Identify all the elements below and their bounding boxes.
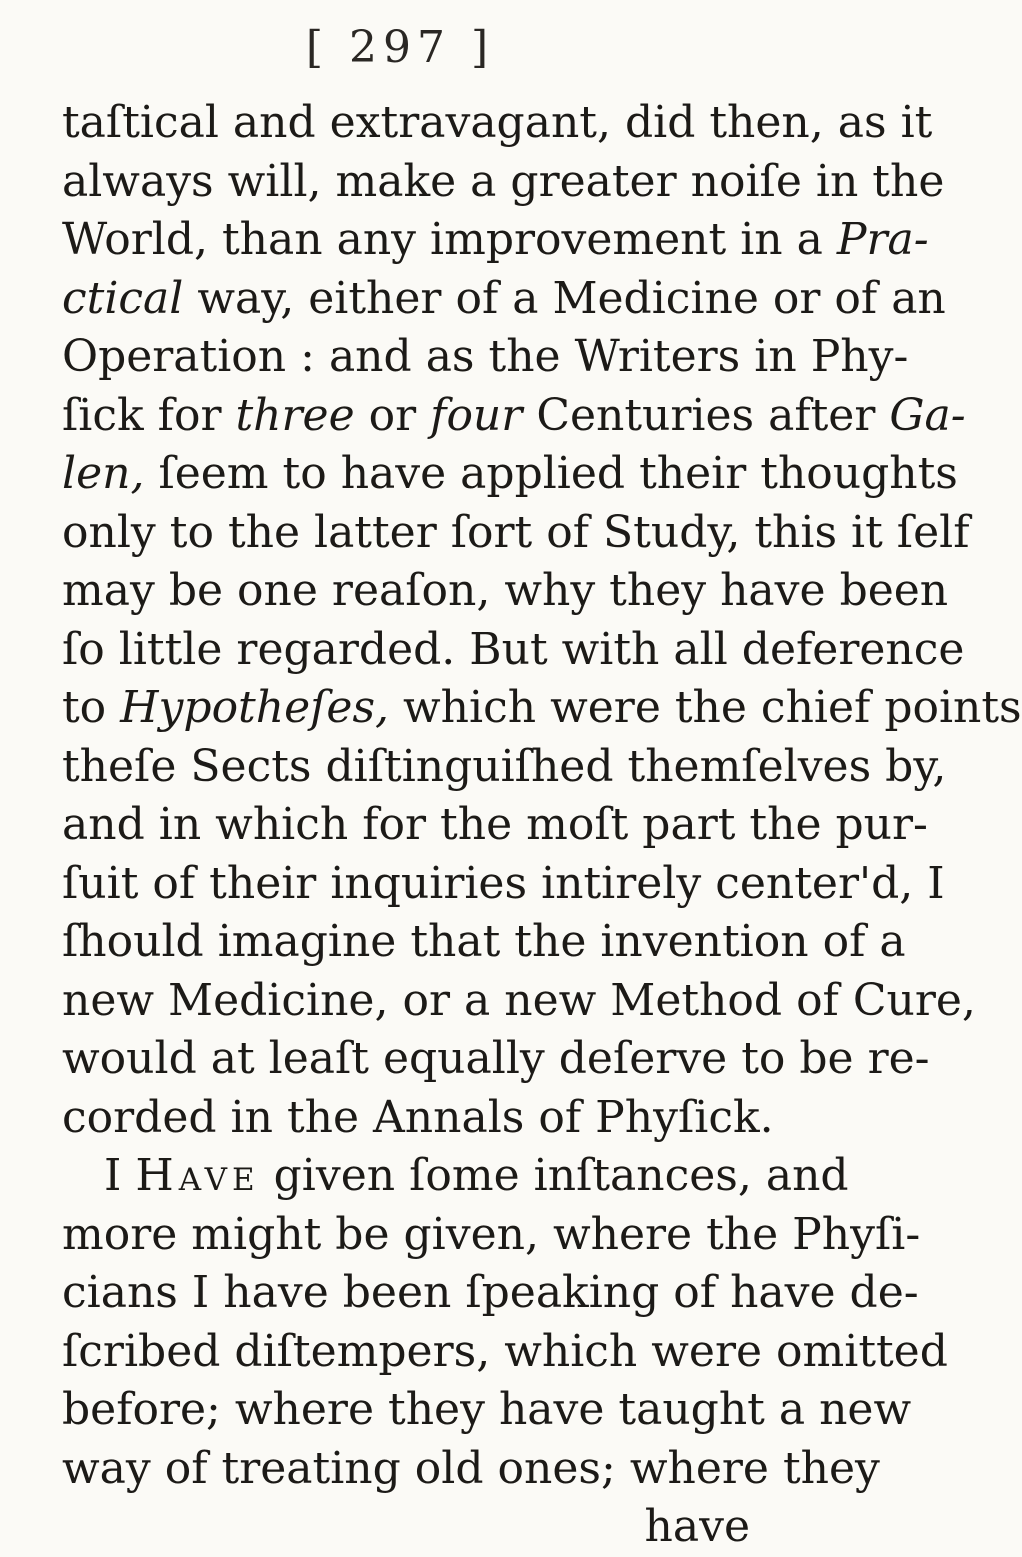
word: Centuries bbox=[536, 389, 755, 441]
word: Annals bbox=[373, 1091, 525, 1143]
word: old bbox=[414, 1442, 484, 1494]
word: greater bbox=[510, 155, 677, 207]
word: and bbox=[765, 1150, 849, 1201]
word: before; bbox=[62, 1384, 221, 1435]
word: than bbox=[222, 214, 323, 265]
word: diſtinguiſhed bbox=[325, 740, 614, 792]
text-line bbox=[62, 1440, 880, 1499]
text-line bbox=[62, 621, 965, 680]
word: the bbox=[706, 1208, 779, 1260]
word: the bbox=[440, 799, 513, 850]
word: ſome bbox=[409, 1150, 520, 1201]
word: Operation bbox=[62, 331, 287, 382]
word: it bbox=[851, 506, 883, 558]
word: ones; bbox=[497, 1442, 616, 1494]
word: Medicine, bbox=[168, 974, 389, 1026]
word: inquiries bbox=[330, 857, 528, 909]
word: of bbox=[822, 916, 866, 967]
text-line bbox=[62, 504, 970, 563]
word: pur- bbox=[835, 799, 928, 850]
word: and bbox=[328, 331, 412, 382]
word: points bbox=[884, 682, 1022, 733]
word: cians bbox=[62, 1267, 178, 1318]
word: have bbox=[340, 448, 447, 499]
word: Phyſick. bbox=[595, 1091, 774, 1143]
word: of bbox=[546, 506, 590, 558]
word: three bbox=[235, 389, 355, 441]
word: the bbox=[286, 1091, 360, 1143]
word: ſelf bbox=[896, 506, 970, 558]
word: ſpeaking bbox=[465, 1267, 660, 1318]
word: that bbox=[410, 916, 501, 967]
word: to bbox=[282, 448, 327, 499]
text-line bbox=[62, 913, 906, 972]
text-line bbox=[62, 211, 929, 270]
text-line bbox=[62, 1264, 919, 1323]
word: of bbox=[152, 857, 196, 909]
paragraph-last-line bbox=[62, 1089, 780, 1148]
word: did bbox=[624, 97, 696, 148]
word: at bbox=[210, 1033, 255, 1084]
word: I bbox=[927, 857, 945, 909]
word: which bbox=[403, 682, 537, 733]
word: in bbox=[815, 155, 859, 207]
word: the bbox=[227, 506, 300, 558]
word: where bbox=[629, 1442, 769, 1494]
word: treating bbox=[221, 1442, 401, 1494]
word: given bbox=[273, 1150, 396, 1201]
word: theſe bbox=[62, 740, 177, 792]
word: where bbox=[234, 1384, 375, 1435]
page-number: [ 297 ] bbox=[305, 22, 495, 73]
word: intirely bbox=[541, 857, 702, 909]
body-text bbox=[62, 94, 1022, 1557]
word: reaſon, bbox=[331, 565, 491, 616]
catchword bbox=[62, 1498, 780, 1557]
word: have bbox=[498, 1384, 605, 1435]
word: thoughts bbox=[760, 448, 958, 499]
word: Method bbox=[610, 974, 783, 1026]
word: after bbox=[768, 389, 876, 441]
word: corded bbox=[62, 1091, 217, 1143]
word: in bbox=[754, 331, 797, 382]
word: given, bbox=[403, 1208, 539, 1260]
word: part bbox=[642, 799, 736, 850]
word: Writers bbox=[574, 331, 741, 382]
word: one bbox=[237, 565, 318, 616]
word: Study, bbox=[603, 506, 741, 558]
word: the bbox=[749, 799, 822, 850]
word: Phyſi- bbox=[792, 1208, 921, 1260]
word: len, bbox=[62, 448, 145, 499]
word: to bbox=[169, 506, 214, 558]
word: noiſe bbox=[690, 155, 802, 207]
word: and bbox=[62, 799, 145, 850]
text-line bbox=[62, 1323, 948, 1382]
word: be bbox=[168, 565, 224, 616]
paragraph-first-line bbox=[62, 1147, 849, 1206]
word: of bbox=[455, 272, 499, 324]
word: World, bbox=[62, 214, 208, 265]
word: it bbox=[900, 97, 933, 148]
word: all bbox=[673, 623, 728, 675]
word: why bbox=[504, 565, 596, 616]
word: extravagant, bbox=[329, 97, 611, 148]
word: ſick bbox=[62, 389, 144, 441]
word: have bbox=[223, 1267, 329, 1318]
word: their bbox=[209, 857, 317, 909]
word: or bbox=[772, 272, 821, 324]
word: for bbox=[362, 799, 427, 850]
text-line bbox=[62, 270, 946, 329]
word: be bbox=[799, 1033, 854, 1084]
word: center'd, bbox=[715, 857, 914, 909]
word: where bbox=[552, 1208, 693, 1260]
text-line bbox=[62, 387, 966, 446]
text-line bbox=[62, 445, 958, 504]
word: deference bbox=[741, 623, 965, 675]
text-line bbox=[62, 1381, 912, 1440]
text-line bbox=[62, 972, 976, 1031]
text-line bbox=[62, 562, 949, 621]
word: diſtempers, bbox=[234, 1325, 491, 1377]
word: omitted bbox=[776, 1325, 948, 1377]
word: taſtical bbox=[62, 97, 219, 148]
word: and bbox=[232, 97, 316, 148]
word: be bbox=[335, 1208, 390, 1260]
word: more bbox=[62, 1208, 178, 1260]
word: to bbox=[62, 682, 107, 733]
text-line bbox=[62, 1206, 921, 1265]
word: ctical bbox=[62, 272, 184, 324]
word: or bbox=[402, 974, 450, 1026]
word: for bbox=[157, 389, 222, 441]
word: applied bbox=[460, 448, 626, 499]
word: might bbox=[191, 1208, 322, 1260]
word: Cure, bbox=[852, 974, 976, 1026]
word: chief bbox=[760, 682, 871, 733]
word: the bbox=[872, 155, 945, 207]
word: a bbox=[464, 974, 491, 1026]
word: ſeem bbox=[158, 448, 269, 499]
word: improvement bbox=[430, 214, 727, 265]
word: a bbox=[796, 214, 823, 265]
text-line bbox=[62, 1030, 930, 1089]
word: they bbox=[782, 1442, 880, 1494]
word: little bbox=[118, 623, 223, 675]
word: of bbox=[164, 1442, 208, 1494]
word: have bbox=[730, 1267, 836, 1318]
word: de- bbox=[849, 1267, 919, 1318]
word: But bbox=[469, 623, 548, 675]
word: ſhould bbox=[62, 916, 204, 967]
word: always bbox=[62, 155, 214, 207]
word: which bbox=[215, 799, 349, 850]
word: only bbox=[62, 506, 156, 558]
word: were bbox=[550, 682, 661, 733]
word: of bbox=[796, 974, 839, 1026]
word: in bbox=[230, 1091, 273, 1143]
word: of bbox=[834, 272, 878, 324]
word: Medicine bbox=[552, 272, 759, 324]
text-line bbox=[62, 328, 909, 387]
word: then, bbox=[709, 97, 824, 148]
word: in bbox=[740, 214, 783, 265]
word: were bbox=[651, 1325, 763, 1377]
word: ſuit bbox=[62, 857, 139, 909]
word: Phy- bbox=[810, 331, 909, 382]
word: new bbox=[62, 974, 155, 1026]
word: of bbox=[538, 1091, 582, 1143]
word: may bbox=[62, 565, 155, 616]
word: invention bbox=[600, 916, 809, 967]
word: with bbox=[561, 623, 660, 675]
word: of bbox=[673, 1267, 717, 1318]
word: been bbox=[839, 565, 949, 616]
word: which bbox=[504, 1325, 638, 1377]
word: new bbox=[819, 1384, 912, 1435]
word: leaſt bbox=[268, 1033, 369, 1084]
word: equally bbox=[382, 1033, 545, 1084]
word: Pra- bbox=[836, 214, 929, 265]
word: as bbox=[837, 97, 887, 148]
word: either bbox=[308, 272, 442, 324]
text-line bbox=[62, 153, 945, 212]
word: regarded. bbox=[236, 623, 456, 675]
word: in bbox=[158, 799, 202, 850]
word: four bbox=[430, 389, 523, 441]
word: I bbox=[191, 1267, 210, 1318]
word: way, bbox=[197, 272, 295, 324]
word: ſo bbox=[62, 623, 105, 675]
word: ſcribed bbox=[62, 1325, 221, 1377]
word: latter bbox=[314, 506, 437, 558]
text-line bbox=[62, 738, 947, 797]
word: inſtances, bbox=[533, 1150, 752, 1201]
word: the bbox=[674, 682, 747, 733]
word: make bbox=[335, 155, 457, 207]
text-line bbox=[62, 679, 1022, 738]
word: been bbox=[342, 1267, 452, 1318]
word: new bbox=[504, 974, 597, 1026]
word: Have bbox=[135, 1150, 260, 1201]
word: or bbox=[368, 389, 417, 441]
word: deſerve bbox=[558, 1033, 728, 1084]
word: : bbox=[300, 331, 315, 382]
word: by, bbox=[885, 740, 947, 792]
word: a bbox=[512, 272, 539, 324]
word: a bbox=[778, 1384, 806, 1435]
word: way bbox=[62, 1442, 151, 1494]
word: themſelves bbox=[627, 740, 872, 792]
word: their bbox=[639, 448, 747, 499]
text-line bbox=[62, 855, 945, 914]
word: Sects bbox=[190, 740, 312, 792]
word: have bbox=[644, 1501, 750, 1552]
word: moſt bbox=[526, 799, 629, 850]
word: a bbox=[879, 916, 906, 967]
word: an bbox=[891, 272, 946, 324]
word: this bbox=[754, 506, 838, 558]
text-line bbox=[62, 94, 933, 153]
text-line bbox=[62, 796, 928, 855]
word: will, bbox=[227, 155, 322, 207]
word: taught bbox=[618, 1384, 765, 1435]
word: they bbox=[388, 1384, 485, 1435]
word: the bbox=[514, 916, 587, 967]
word: re- bbox=[867, 1033, 930, 1084]
word: as bbox=[425, 331, 475, 382]
word: any bbox=[336, 214, 417, 265]
word: Ga- bbox=[889, 389, 966, 441]
word: the bbox=[488, 331, 561, 382]
word: to bbox=[741, 1033, 786, 1084]
word: would bbox=[62, 1033, 197, 1084]
word: a bbox=[470, 155, 497, 207]
word: I bbox=[104, 1150, 122, 1201]
word: they bbox=[609, 565, 707, 616]
word: imagine bbox=[217, 916, 397, 967]
word: ſort bbox=[450, 506, 533, 558]
word: Hypotheſes, bbox=[120, 682, 390, 733]
word: have bbox=[720, 565, 826, 616]
